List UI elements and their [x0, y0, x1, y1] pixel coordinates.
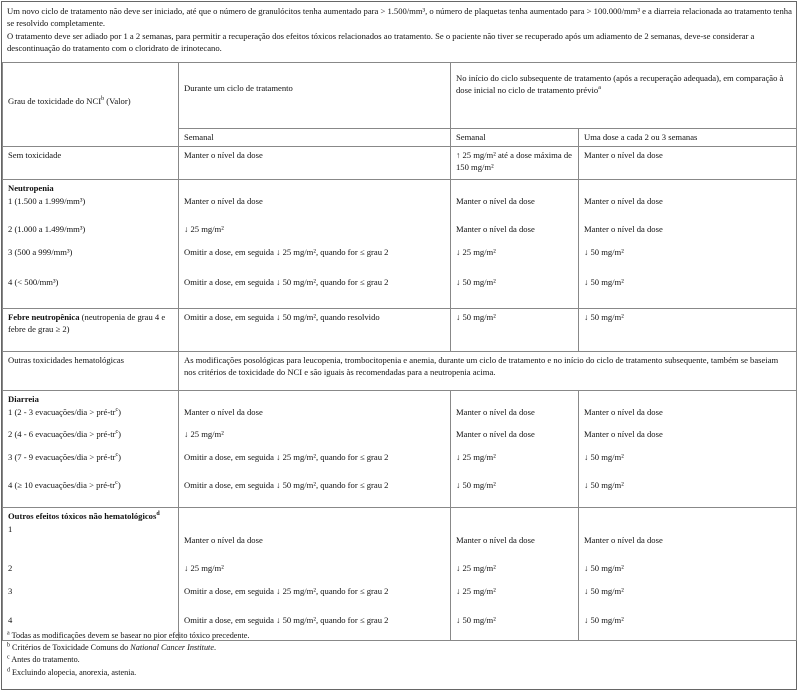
table-row-nao-hematologicos	[3, 508, 797, 641]
table-row-neutropenia	[3, 180, 797, 309]
dose-value: ↓ 50 mg/m²	[584, 247, 624, 257]
dose-value: ↓ 50 mg/m²	[584, 586, 624, 596]
dose-value: Manter o nível da dose	[584, 407, 663, 417]
diarreia-grades	[3, 391, 179, 508]
header-semanal-during: Semanal	[179, 129, 451, 147]
dose-value: Manter o nível da dose	[584, 196, 663, 206]
dose-value: Manter o nível da dose	[456, 535, 535, 545]
dose-value: ↓ 50 mg/m²	[584, 452, 624, 462]
dose-value: ↓ 25 mg/m²	[184, 563, 224, 573]
grade-label: 4 (< 500/mm³)	[8, 277, 59, 287]
dose-value: Manter o nível da dose	[584, 535, 663, 545]
table-row-sem-toxicidade	[3, 147, 797, 180]
neutropenia-during	[179, 180, 451, 309]
intro-paragraph-2: O tratamento deve ser adiado por 1 a 2 semanas, para permitir a recuperação dos efeitos tóxicos relacionados ao tratamento. Se o paciente não tiver se recuperado após um adiamento de 2 semanas, deve-se considerar a descontinuação do tratamento com o cloridrato de irinotecano.	[7, 30, 755, 54]
dose-value: Omitir a dose, em seguida ↓ 50 mg/m², quando for ≤ grau 2	[184, 277, 389, 287]
neutropenia-grades	[3, 180, 179, 309]
grade-label: 4	[8, 615, 13, 625]
dose-value: Manter o nível da dose	[584, 429, 663, 439]
row-label: Outros efeitos tóxicos não hematológicos$^d$	[8, 511, 160, 521]
header-next-cycle: No início do ciclo subsequente de tratamento (após a recuperação adequada), em comparação à dose inicial no ciclo de tratamento prévio$^a$	[451, 63, 797, 129]
diarreia-semanal	[451, 391, 579, 508]
footnotes	[7, 630, 249, 679]
table-header-row	[3, 63, 797, 129]
footnote-a: $^a$ Todas as modificações devem se basear no pior efeito tóxico precedente.	[7, 630, 250, 640]
grade-label: 3 (500 a 999/mm³)	[8, 247, 73, 257]
row-label: Outras toxicidades hematológicas	[3, 352, 179, 391]
grade-label: 2 (4 - 6 evacuações/dia > pré-$tr^c$)	[8, 429, 121, 439]
dose-value: ↓ 50 mg/m²	[584, 480, 624, 490]
table-row-febre-neutropenica	[3, 309, 797, 352]
dose-value: Omitir a dose, em seguida ↓ 50 mg/m², quando for ≤ grau 2	[184, 480, 389, 490]
row-label: Sem toxicidade	[3, 147, 179, 180]
dose-value: Manter o nível da dose	[184, 535, 263, 545]
dose-value: Manter o nível da dose	[456, 224, 535, 234]
dose-value: Manter o nível da dose	[184, 196, 263, 206]
dose-value: ↓ 25 mg/m²	[456, 452, 496, 462]
header-semanal-next: Semanal	[451, 129, 579, 147]
dose-value: ↓ 25 mg/m²	[184, 224, 224, 234]
grade-label: 4 (≥ 10 evacuações/dia > pré-$tr^c$)	[8, 480, 121, 490]
dose-value: ↓ 50 mg/m²	[456, 615, 496, 625]
dose-value: ↓ 25 mg/m²	[184, 429, 224, 439]
dose-value: Manter o nível da dose	[456, 429, 535, 439]
dose-value: Omitir a dose, em seguida ↓ 25 mg/m², quando for ≤ grau 2	[184, 586, 389, 596]
intro-paragraph-1: Um novo ciclo de tratamento não deve ser iniciado, até que o número de granulócitos tenha aumentado para > 1.500/mm³, o número de plaquetas tenha aumentado para > 100.000/mm³ e a diarreia relacionada ao tratamento tenha se resolvido completamente.	[7, 6, 792, 29]
dose-value: Omitir a dose, em seguida ↓ 50 mg/m², quando for ≤ grau 2	[184, 615, 389, 625]
grade-label: 3	[8, 586, 13, 596]
grade-label: 1 (2 - 3 evacuações/dia > pré-$tr^c$)	[8, 407, 121, 417]
row-label: Neutropenia	[8, 183, 54, 193]
footnote-b: $^b$ Critérios de Toxicidade Comuns do National Cancer Institute.	[7, 642, 217, 653]
dose-value: ↓ 50 mg/m²	[584, 563, 624, 573]
dose-value: ↓ 25 mg/m²	[456, 247, 496, 257]
dose-modification-document	[1, 1, 797, 690]
dose-value: Omitir a dose, em seguida ↓ 25 mg/m², quando for ≤ grau 2	[184, 452, 389, 462]
footnote-c: $^c$ Antes do tratamento.	[7, 654, 80, 665]
header-cada-2-3-semanas: Uma dose a cada 2 ou 3 semanas	[579, 129, 797, 147]
neutropenia-semanal	[451, 180, 579, 309]
cell-merged-note: As modificações posológicas para leucopenia, trombocitopenia e anemia, durante um ciclo de tratamento e no início do ciclo de tratamento subsequente, também se baseiam nos critérios de toxicidade do NCI e são iguais às recomendadas para a neutropenia acima.	[179, 352, 797, 391]
nao-hem-semanal	[451, 508, 579, 641]
intro-text	[7, 5, 792, 55]
grade-label: 2 (1.000 a 1.499/mm³)	[8, 224, 86, 234]
dose-value: ↓ 50 mg/m²	[456, 480, 496, 490]
dose-value: Manter o nível da dose	[584, 224, 663, 234]
cell-cada: Manter o nível da dose	[579, 147, 797, 180]
dose-value: ↓ 25 mg/m²	[456, 563, 496, 573]
footnote-d: $^d$ Excluindo alopecia, anorexia, astenia.	[7, 666, 137, 677]
grade-label: 1 (1.500 a 1.999/mm³)	[8, 196, 86, 206]
dose-value: ↓ 50 mg/m²	[584, 277, 624, 287]
row-label: Diarreia	[8, 394, 39, 404]
dose-value: Manter o nível da dose	[456, 196, 535, 206]
dose-value: Omitir a dose, em seguida ↓ 25 mg/m², quando for ≤ grau 2	[184, 247, 389, 257]
dose-modification-table	[2, 62, 797, 641]
table-row-outras-hematologicas	[3, 352, 797, 391]
cell-during: Manter o nível da dose	[179, 147, 451, 180]
dose-value: Manter o nível da dose	[184, 407, 263, 417]
cell-semanal: ↑ 25 mg/m² até a dose máxima de 150 mg/m²	[451, 147, 579, 180]
table-row-diarreia	[3, 391, 797, 508]
cell-cada: ↓ 50 mg/m²	[579, 309, 797, 352]
cell-during: Omitir a dose, em seguida ↓ 50 mg/m², quando resolvido	[179, 309, 451, 352]
dose-value: ↓ 25 mg/m²	[456, 586, 496, 596]
grade-label: 3 (7 - 9 evacuações/dia > pré-$tr^c$)	[8, 452, 121, 462]
nao-hem-cada	[579, 508, 797, 641]
grade-label: 2	[8, 563, 13, 573]
dose-value: ↓ 50 mg/m²	[456, 277, 496, 287]
header-grau: Grau de toxicidade do NCI$^b$ (Valor)	[3, 63, 179, 147]
dose-value: Manter o nível da dose	[456, 407, 535, 417]
grade-label: 1	[8, 524, 13, 534]
nao-hem-during	[179, 508, 451, 641]
nao-hem-grades	[3, 508, 179, 641]
neutropenia-cada	[579, 180, 797, 309]
dose-value: ↓ 50 mg/m²	[584, 615, 624, 625]
row-label: Febre neutropênica (neutropenia de grau 4 e febre de grau ≥ 2)	[3, 309, 179, 352]
diarreia-during	[179, 391, 451, 508]
header-during-cycle: Durante um ciclo de tratamento	[179, 63, 451, 129]
cell-semanal: ↓ 50 mg/m²	[451, 309, 579, 352]
diarreia-cada	[579, 391, 797, 508]
